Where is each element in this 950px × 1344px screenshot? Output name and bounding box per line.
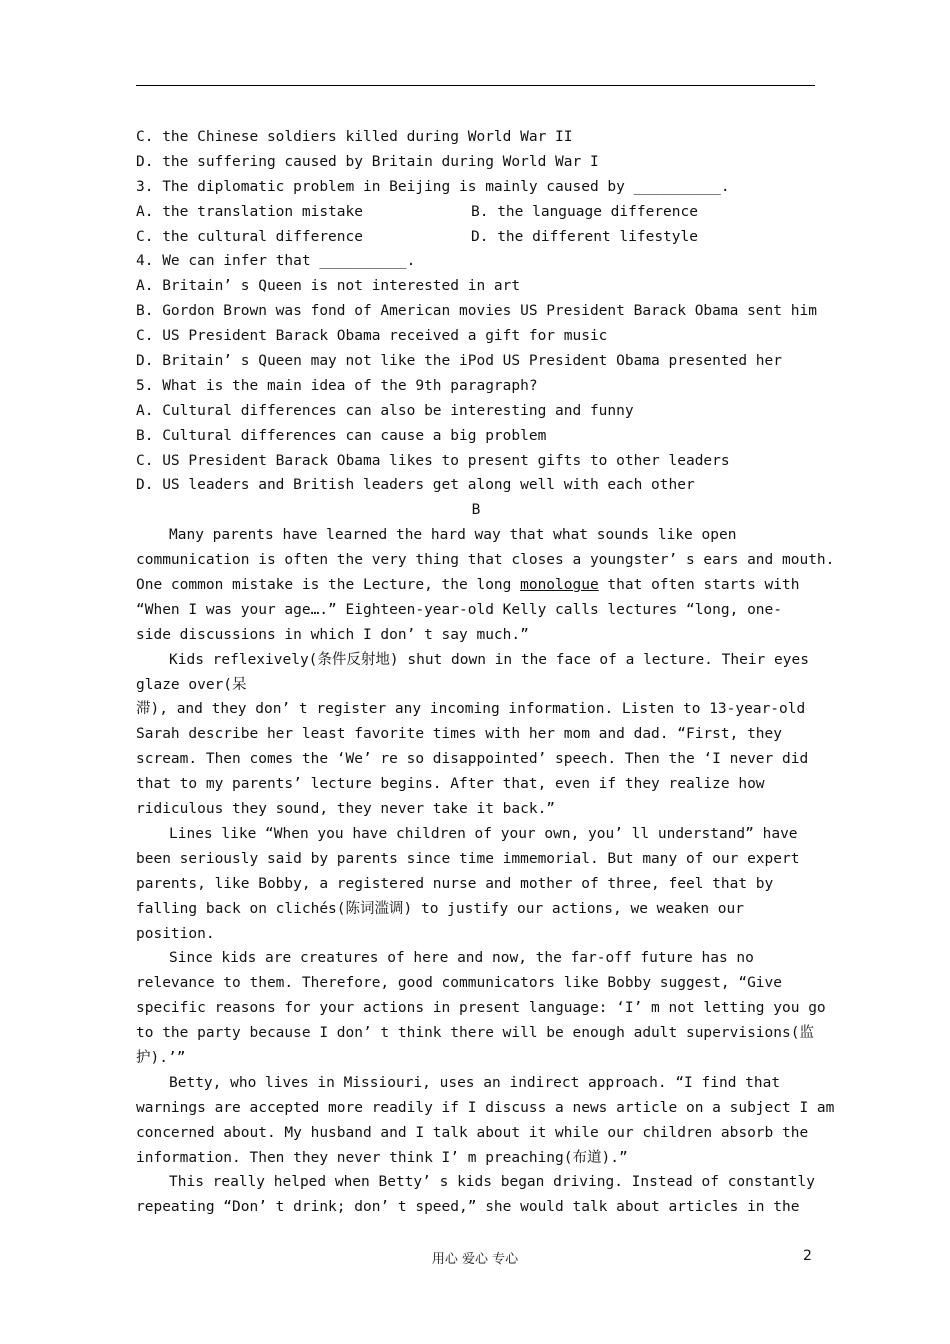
p6-line-1: This really helped when Betty’ s kids began driving. Instead of constantly (169, 1174, 816, 1191)
p3-line-2: been seriously said by parents since time immemorial. But many of our expert (136, 850, 800, 867)
section-b-heading: B (471, 502, 481, 519)
p1-line-5: side discussions in which I don’ t say much.” (136, 626, 529, 643)
p2-line-1: Kids reflexively(条件反射地) shut down in the face of a lecture. Their eyes (169, 651, 809, 668)
option-3c: C. the cultural difference (136, 228, 363, 245)
option-3d: D. the different lifestyle (471, 228, 698, 245)
p4-line-4: to the party because I don’ t think there will be enough adult supervisions(监 (136, 1025, 814, 1042)
option-4c: C. US President Barack Obama received a gift for music (136, 328, 608, 345)
p4-line-3: specific reasons for your actions in present language: ‘I’ m not letting you go (136, 1000, 826, 1017)
p4-line-2: relevance to them. Therefore, good communicators like Bobby suggest, “Give (136, 975, 783, 992)
options-3cd (136, 225, 816, 250)
option-2d: D. the suffering caused by Britain during World War I (136, 153, 599, 170)
p5-line-1: Betty, who lives in Missiouri, uses an indirect approach. “I find that (169, 1074, 781, 1091)
p4-line-1: Since kids are creatures of here and now, the far-off future has no (169, 950, 754, 967)
p1-line-4: “When I was your age….” Eighteen-year-old Kelly calls lectures “long, one- (136, 601, 783, 618)
question-4: 4. We can infer that __________. (136, 253, 416, 270)
p5-line-3: concerned about. My husband and I talk about it while our children absorb the (136, 1124, 809, 1141)
option-5c: C. US President Barack Obama likes to present gifts to other leaders (136, 452, 730, 469)
p1-line-3 (136, 573, 816, 598)
footer-motto: 用心 爱心 专心 (431, 1252, 519, 1267)
p1-line-1: Many parents have learned the hard way that what sounds like open (169, 527, 737, 544)
p3-line-3: parents, like Bobby, a registered nurse and mother of three, feel that by (136, 875, 774, 892)
option-5a: A. Cultural differences can also be interesting and funny (136, 402, 634, 419)
option-4b: B. Gordon Brown was fond of American movies US President Barack Obama sent him (136, 303, 817, 320)
question-5: 5. What is the main idea of the 9th paragraph? (136, 377, 538, 394)
p2-line-5: scream. Then comes the ‘We’ re so disappointed’ speech. Then the ‘I never did (136, 751, 809, 768)
page-content (136, 125, 835, 1220)
option-5d: D. US leaders and British leaders get along well with each other (136, 477, 695, 494)
p2-line-4: Sarah describe her least favorite times with her mom and dad. “First, they (136, 726, 783, 743)
option-5b: B. Cultural differences can cause a big problem (136, 427, 547, 444)
p2-line-7: ridiculous they sound, they never take it back.” (136, 801, 556, 818)
underlined-word-monologue: monologue (520, 577, 599, 594)
p3-line-5: position. (136, 925, 215, 942)
p3-line-4: falling back on clichés(陈词滥调) to justify our actions, we weaken our (136, 900, 744, 917)
option-2c: C. the Chinese soldiers killed during World War II (136, 129, 573, 145)
p5-line-4: information. Then they never think I’ m preaching(布道).” (136, 1149, 628, 1166)
option-4a: A. Britain’ s Queen is not interested in art (136, 278, 521, 295)
option-4d: D. Britain’ s Queen may not like the iPod US President Obama presented her (136, 353, 783, 370)
p2-line-6: that to my parents’ lecture begins. After that, even if they realize how (136, 776, 765, 793)
p3-line-1: Lines like “When you have children of your own, you’ ll understand” have (169, 825, 798, 842)
options-3ab (136, 200, 816, 225)
p5-line-2: warnings are accepted more readily if I discuss a news article on a subject I am (136, 1099, 835, 1116)
option-3b: B. the language difference (471, 203, 698, 220)
p1-line-3-start: One common mistake is the Lecture, the long (136, 577, 521, 594)
question-3: 3. The diplomatic problem in Beijing is mainly caused by __________. (136, 178, 730, 195)
p6-line-2: repeating “Don’ t drink; don’ t speed,” she would talk about articles in the (136, 1199, 800, 1216)
p4-line-5: 护).’” (136, 1049, 186, 1066)
p2-line-2: glaze over(呆 (136, 676, 247, 693)
p1-line-2: communication is often the very thing that closes a youngster’ s ears and mouth. (136, 552, 835, 569)
header-rule (136, 85, 815, 86)
p2-line-3: 滞), and they don’ t register any incoming information. Listen to 13-year-old (136, 701, 806, 718)
page-number: 2 (803, 1248, 812, 1264)
option-3a: A. the translation mistake (136, 203, 363, 220)
p1-line-3-end: that often starts with (598, 577, 800, 594)
